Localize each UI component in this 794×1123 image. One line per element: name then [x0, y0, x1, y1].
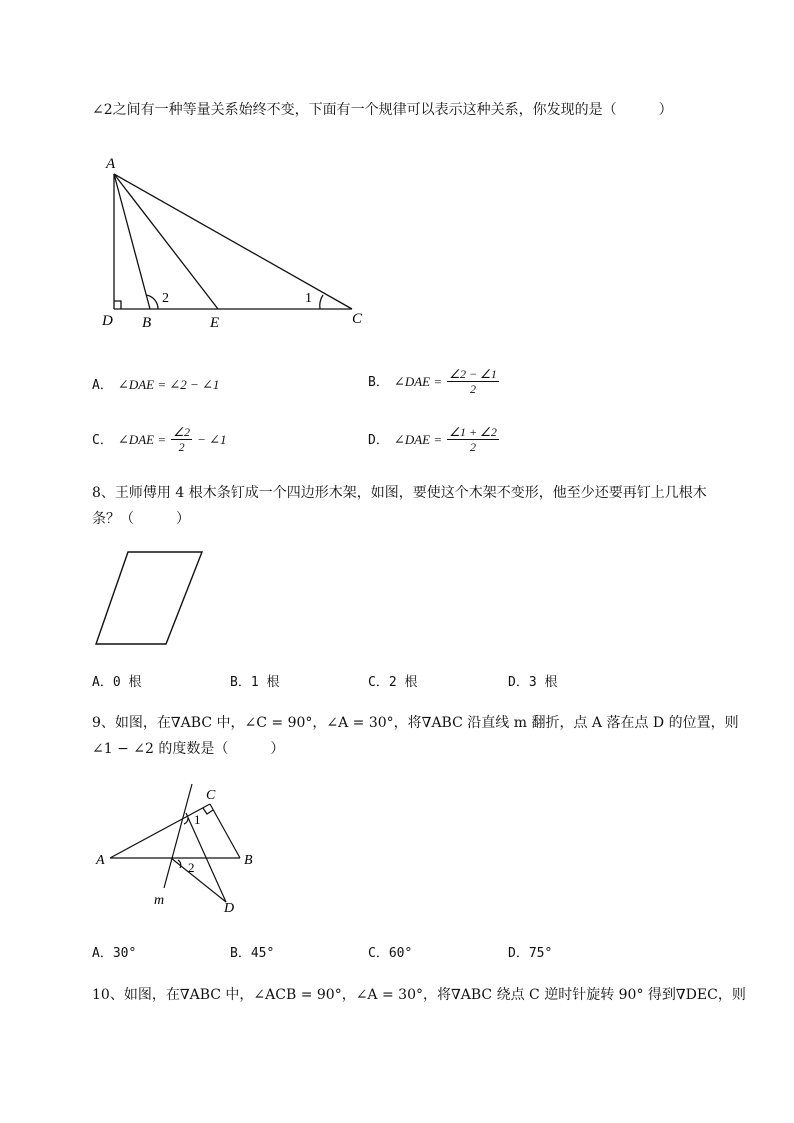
q9-label-m: m — [154, 893, 165, 908]
q8-stem-line2: 条？（ ） — [92, 511, 190, 527]
q7-option-c-fraction: $\frac{\angle 2}{2}$ — [173, 425, 190, 454]
q9-option-c[interactable]: C．60° — [368, 946, 413, 961]
q7-label-a: A — [106, 156, 116, 172]
q7-label-d: D — [102, 313, 113, 329]
q8-option-c[interactable]: C．2 根 — [368, 675, 418, 690]
q8-option-a[interactable]: A．0 根 — [92, 675, 142, 690]
q7-triangle-figure — [90, 150, 380, 335]
q9-label-a: A — [96, 853, 105, 868]
q9-label-d: D — [224, 901, 235, 916]
q9-label-b: B — [244, 853, 253, 868]
q9-option-b[interactable]: B．45° — [230, 946, 275, 961]
q7-option-b-fraction: $\frac{\angle 2 - \angle 1}{2}$ — [449, 367, 497, 396]
q8-option-b[interactable]: B．1 根 — [230, 675, 280, 690]
q7-angle-2: 2 — [162, 291, 169, 306]
q9-option-d[interactable]: D．75° — [508, 946, 553, 961]
q7-stem-tail: ∠2之间有一种等量关系始终不变，下面有一个规律可以表示这种关系，你发现的是（ ） — [92, 102, 673, 118]
q9-angle-1: 1 — [194, 812, 201, 827]
q9-label-c: C — [206, 788, 216, 803]
q8-option-d[interactable]: D．3 根 — [508, 675, 558, 690]
q8-stem-line1: 8、王师傅用 4 根木条钉成一个四边形木架，如图，要使这个木架不变形，他至少还要再钉上几根木 — [92, 485, 707, 501]
q7-option-a-expr: ∠DAE = ∠2 − ∠1 — [117, 377, 220, 392]
q8-parallelogram-figure — [92, 548, 207, 648]
q9-angle-2: 2 — [188, 860, 195, 875]
q7-option-d[interactable]: D． ∠DAE = $\frac{\angle 1 + \angle 2}{2}$ — [368, 425, 497, 454]
q9-option-a[interactable]: A．30° — [92, 946, 137, 961]
q7-label-b: B — [142, 315, 152, 331]
q7-option-d-fraction: $\frac{\angle 1 + \angle 2}{2}$ — [449, 425, 497, 454]
q9-fold-figure — [92, 780, 272, 920]
q9-stem-line1: 9、如图，在∇ABC 中，∠C = 90°，∠A = 30°，将∇ABC 沿直线 m 翻折，点 A 落在点 D 的位置，则 — [92, 715, 739, 731]
q10-stem-line1: 10、如图，在∇ABC 中，∠ACB = 90°，∠A = 30°，将∇ABC 绕点 C 逆时针旋转 90° 得到∇DEC，则 — [92, 987, 746, 1003]
q9-stem-line2: ∠1 − ∠2 的度数是（ ） — [92, 741, 285, 757]
q7-label-c: C — [352, 311, 363, 327]
q7-option-c[interactable]: C． ∠DAE = $\frac{\angle 2}{2}$ − ∠1 — [92, 425, 227, 454]
q7-label-e: E — [210, 315, 220, 331]
q7-angle-1: 1 — [305, 291, 312, 306]
q7-option-b[interactable]: B． ∠DAE = $\frac{\angle 2 - \angle 1}{2}$ — [368, 367, 497, 396]
q7-option-a[interactable]: A． ∠DAE = ∠2 − ∠1 — [92, 377, 220, 393]
